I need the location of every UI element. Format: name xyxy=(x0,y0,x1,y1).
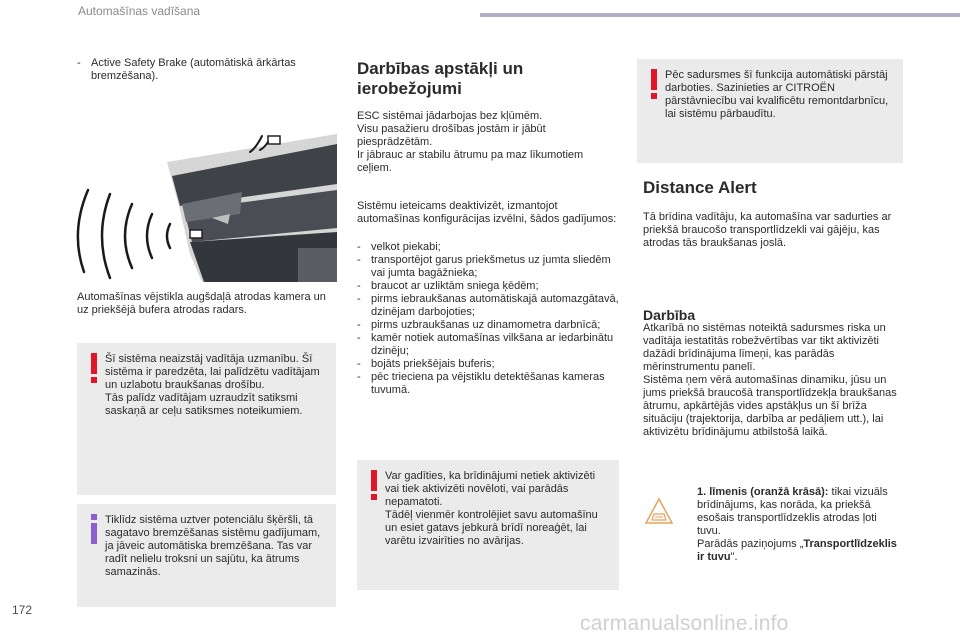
list-item xyxy=(357,254,619,280)
operation-para: Atkarībā no sistēmas noteiktā sadursmes riska un vadītāja iestatītās robežvērtības var tikt aktivizēti dažādi brīdinājuma līmeņi, kas parādās mērinstrumentu panelī. Sistēma ņem vērā automašīnas dinamiku, jūsu un jums priekšā braucošā transportlīdzekļa braukšanas ātrumu, apkārtējās vides apstākļus un šī brīža situāciju (trajektorija, darbība ar pedāļiem utt.), lai aktivizētu brīdinājumu atbilstošā laikā. xyxy=(643,322,897,438)
list-item xyxy=(357,293,619,319)
bullet-dash: - xyxy=(77,57,81,69)
col1-bullet xyxy=(77,57,332,83)
van-radar-illustration xyxy=(72,132,337,282)
warning-icon xyxy=(371,470,377,500)
list-dash: - xyxy=(357,241,361,253)
list-item xyxy=(357,280,619,293)
page-number: 172 xyxy=(12,603,33,617)
radar-mark xyxy=(190,230,202,238)
list-dash: - xyxy=(357,293,361,305)
warning-icon xyxy=(91,353,97,383)
list-dash: - xyxy=(357,280,361,292)
level-1-end: ". xyxy=(730,551,738,563)
info-text: Tiklīdz sistēma uztver potenciālu šķēršli, tā sagatavo bremzēšanas sistēmu gadījumam, ja jāveic automātiska bremzēšana. Tas var radīt nelielu troksni un sajūtu, ka ātrums samazinās. xyxy=(105,514,321,578)
warning-icon xyxy=(651,69,657,99)
conditions-para-1: ESC sistēmai jādarbojas bez kļūmēm. Visu pasažieru drošības jostām ir jābūt piesprādzētām. Ir jābrauc ar stabilu ātrumu pa maz līkumotiem ceļiem. xyxy=(357,110,584,174)
section-title-distance-alert: Distance Alert xyxy=(643,178,757,197)
list-item-text: transportējot garus priekšmetus uz jumta sliedēm vai jumta bagāžnieka; xyxy=(371,254,611,279)
conditions-para-2: Sistēmu ieteicams deaktivizēt, izmantojot automašīnas konfigurācijas izvēlni, šādos gadījumos: xyxy=(357,200,617,225)
section-title-conditions: Darbības apstākļi un ierobežojumi xyxy=(357,59,524,98)
list-item-text: velkot piekabi; xyxy=(371,241,441,253)
warning-text-3: Pēc sadursmes šī funkcija automātiski pārstāj darboties. Sazinieties ar CITROËN pārstāvniecību vai kvalificētu remontdarbnīcu, lai sistēmu pārbaudītu. xyxy=(665,69,889,120)
level-1-message: Transportlīdzeklis ir tuvu xyxy=(697,538,897,563)
header-title: Automašīnas vadīšana xyxy=(78,4,201,18)
level-1-label: 1. līmenis (oranžā krāsā): xyxy=(697,486,829,498)
list-dash: - xyxy=(357,358,361,370)
warning-box-2 xyxy=(357,460,619,590)
list-item-text: pirms uzbraukšanas uz dinamometra darbnīcā; xyxy=(371,319,601,331)
bullet-text: Active Safety Brake (automātiskā ārkārtas bremzēšana). xyxy=(91,57,296,82)
list-dash: - xyxy=(357,319,361,331)
list-item xyxy=(357,371,619,397)
list-item-text: pēc trieciena pa vējstiklu detektēšanas kameras tuvumā. xyxy=(371,371,605,396)
camera-mark xyxy=(268,136,280,144)
list-item xyxy=(357,241,619,254)
distance-alert-intro: Tā brīdina vadītāju, ka automašīna var sadurties ar priekšā braucošo transportlīdzekli vai gājēju, kas atrodas tās braukšanas joslā. xyxy=(643,211,892,249)
list-item-text: braucot ar uzliktām sniega ķēdēm; xyxy=(371,280,539,292)
warning-box-3 xyxy=(637,59,903,163)
radar-waves xyxy=(78,190,170,278)
watermark: carmanualsonline.info xyxy=(580,612,789,635)
warning-text-1: Šī sistēma neaizstāj vadītāja uzmanību. Šī sistēma ir paredzēta, lai palīdzētu vadītājam un uzlabotu braukšanas drošību. Tās palīdz vadītājam uzraudzīt satiksmi saskaņā ar ceļu satiksmes noteikumiem. xyxy=(105,353,320,417)
header-bar xyxy=(480,13,960,17)
level-1-description xyxy=(697,486,903,564)
list-dash: - xyxy=(357,254,361,266)
list-item-text: kamēr notiek automašīnas vilkšana ar iedarbinātu dzinēju; xyxy=(371,332,614,357)
subsection-title-operation: Darbība xyxy=(643,307,696,323)
warning-box-1 xyxy=(77,343,336,495)
info-icon xyxy=(91,514,97,544)
info-box xyxy=(77,504,336,607)
deactivate-list xyxy=(357,241,619,397)
level-1-text: tikai vizuāls brīdinājums, kas norāda, ka priekšā esošais transportlīdzeklis atrodas ļoti tuvu. Parādās paziņojums „ xyxy=(697,486,888,550)
list-dash: - xyxy=(357,332,361,344)
warning-text-2: Var gadīties, ka brīdinājumi netiek aktivizēti vai tiek aktivizēti novēloti, vai parādās nepamatoti. Tādēļ vienmēr kontrolējiet savu automašīnu un esiet gatavs jebkurā brīdī noreaģēt, lai varētu izvairīties no avārijas. xyxy=(385,470,598,547)
list-item-text: pirms iebraukšanas automātiskajā automazgātavā, dzinējam darbojoties; xyxy=(371,293,619,318)
list-item xyxy=(357,358,619,371)
list-item xyxy=(357,332,619,358)
front-wheel xyxy=(298,248,337,282)
illustration-caption: Automašīnas vējstikla augšdaļā atrodas kamera un uz priekšējā bufera atrodas radars. xyxy=(77,291,326,316)
list-dash: - xyxy=(357,371,361,383)
orange-alert-icon xyxy=(644,496,674,526)
list-item-text: bojāts priekšējais buferis; xyxy=(371,358,495,370)
list-item xyxy=(357,319,619,332)
